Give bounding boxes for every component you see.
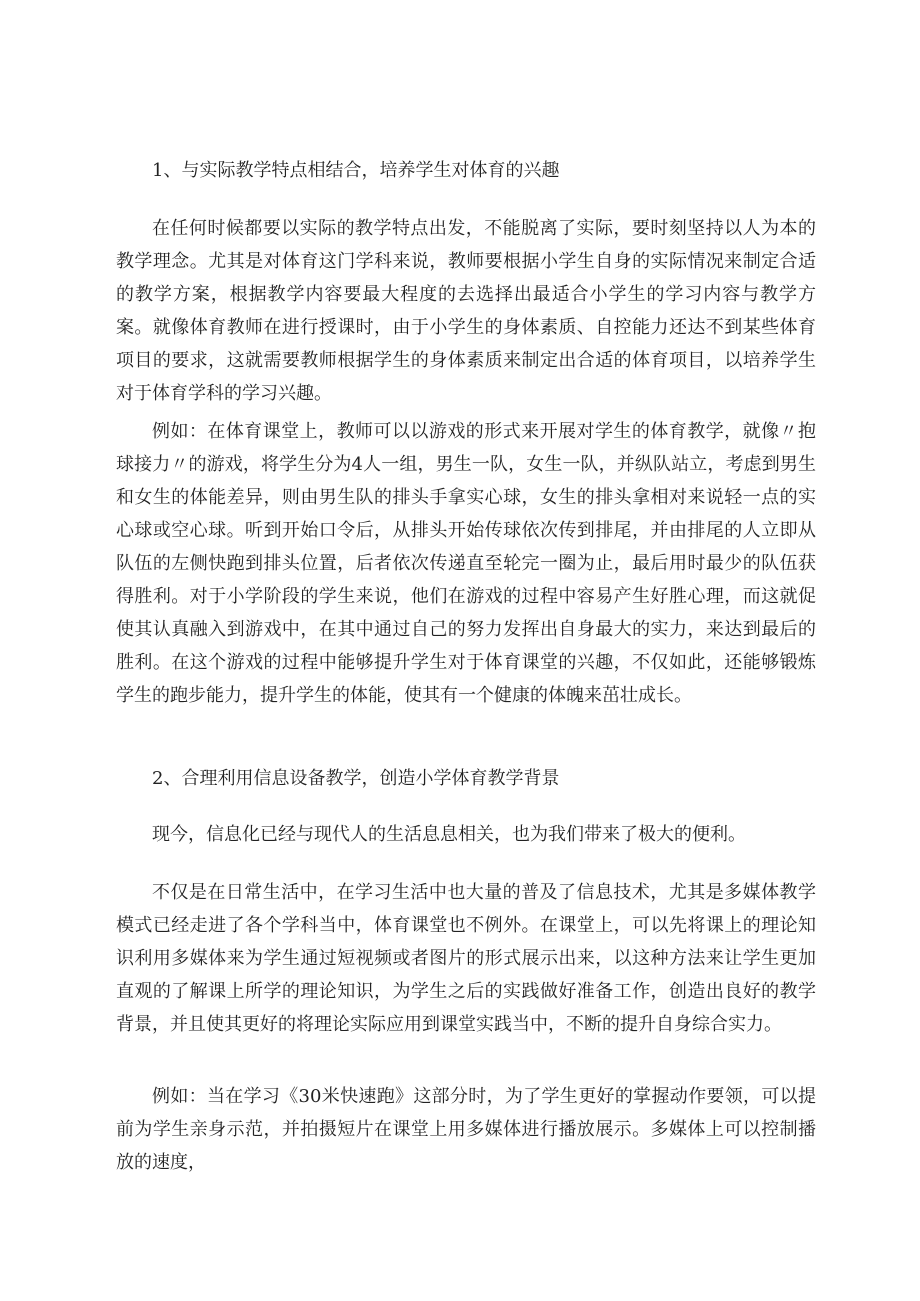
section-1-paragraph-2: 例如：在体育课堂上，教师可以以游戏的形式来开展对学生的体育教学，就像〃抱球接力〃的游戏，将学生分为4人一组，男生一队，女生一队，并纵队站立，考虑到男生和女生的体能差异，则由男生队的排头手拿实心球，女生的排头拿相对来说轻一点的实心球或空心球。听到开始口令后，从排头开始传球依次传到排尾，并由排尾的人立即从队伍的左侧快跑到排头位置，后者依次传递直至轮完一圈为止，最后用时最少的队伍获得胜利。对于小学阶段的学生来说，他们在游戏的过程中容易产生好胜心理，而这就促使其认真融入到游戏中，在其中通过自己的努力发挥出自身最大的实力，来达到最后的胜利。在这个游戏的过程中能够提升学生对于体育课堂的兴趣，不仅如此，还能够锻炼学生的跑步能力，提升学生的体能，使其有一个健康的体魄来茁壮成长。 (116, 421, 816, 706)
section-2-paragraph-1: 现今，信息化已经与现代人的生活息息相关，也为我们带来了极大的便利。 (152, 824, 746, 845)
section-2-heading: 2、合理利用信息设备教学，创造小学体育教学背景 (152, 768, 560, 789)
section-1-paragraph-1: 在任何时候都要以实际的教学特点出发，不能脱离了实际，要时刻坚持以人为本的教学理念。尤其是对体育这门学科来说，教师要根据小学生自身的实际情况来制定合适的教学方案，根据教学内容要最大程度的去选择出最适合小学生的学习内容与教学方案。就像体育教师在进行授课时，由于小学生的身体素质、自控能力还达不到某些体育项目的要求，这就需要教师根据学生的身体素质来制定出合适的体育项目，以培养学生对于体育学科的学习兴趣。 (116, 218, 816, 404)
section-2-paragraph-3: 例如：当在学习《30米快速跑》这部分时，为了学生更好的掌握动作要领，可以提前为学生亲身示范，并拍摄短片在课堂上用多媒体进行播放展示。多媒体上可以控制播放的速度， (116, 1086, 816, 1173)
section-2-paragraph-2: 不仅是在日常生活中，在学习生活中也大量的普及了信息技术，尤其是多媒体教学模式已经走进了各个学科当中，体育课堂也不例外。在课堂上，可以先将课上的理论知识利用多媒体来为学生通过短视频或者图片的形式展示出来，以这种方法来让学生更加直观的了解课上所学的理论知识，为学生之后的实践做好准备工作，创造出良好的教学背景，并且使其更好的将理论实际应用到课堂实践当中，不断的提升自身综合实力。 (116, 882, 816, 1035)
section-1-heading: 1、与实际教学特点相结合，培养学生对体育的兴趣 (152, 160, 560, 181)
